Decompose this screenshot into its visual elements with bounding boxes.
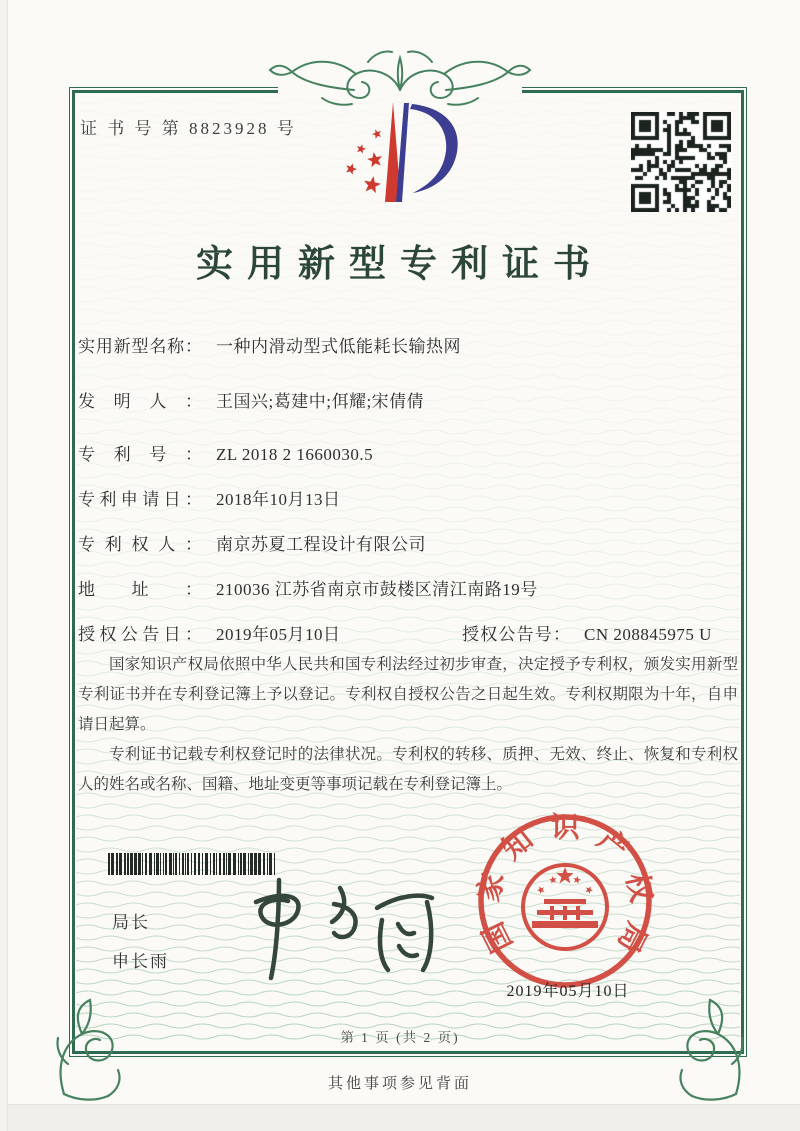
signer-block xyxy=(112,908,169,986)
field-value: 2018年10月13日 xyxy=(216,490,341,509)
field-value: 南京苏夏工程设计有限公司 xyxy=(216,535,426,554)
field-label: 发明人： xyxy=(78,392,202,411)
seal-text: 国家知识产权局 xyxy=(472,812,658,958)
field-value: 一种内滑动型式低能耗长输热网 xyxy=(216,337,461,356)
legal-paragraph-2: 专利证书记载专利权登记时的法律状况。专利权的转移、质押、无效、终止、恢复和专利权人的姓名或名称、国籍、地址变更等事项记载在专利登记簿上。 xyxy=(78,746,738,793)
legal-paragraph-1: 国家知识产权局依照中华人民共和国专利法经过初步审查，决定授予专利权，颁发实用新型专利证书并在专利登记簿上予以登记。专利权自授权公告之日起生效。专利权期限为十年，自申请日起算。 xyxy=(78,656,738,733)
field-value: 210036 江苏省南京市鼓楼区清江南路19号 xyxy=(216,580,538,599)
field-row-filing-date xyxy=(78,485,341,510)
field-row-inventors xyxy=(78,387,424,412)
handwritten-signature-icon xyxy=(222,872,442,984)
svg-text:国家知识产权局 xyxy=(472,811,658,958)
field-label: 专利号： xyxy=(78,445,202,464)
field-value: ZL 2018 2 1660030.5 xyxy=(216,445,374,464)
certificate-title: 实用新型专利证书 xyxy=(196,244,604,285)
field-value: 王国兴;葛建中;佴耀;宋倩倩 xyxy=(216,392,425,411)
field-label: 授权公告号： xyxy=(462,625,570,644)
national-emblem xyxy=(523,865,607,949)
field-row-grant-date xyxy=(78,620,341,645)
legal-text xyxy=(78,650,738,800)
cnipa-logo-icon xyxy=(330,96,480,218)
official-seal-icon xyxy=(470,806,660,996)
field-row-patentee xyxy=(78,530,426,555)
certificate-number: 证 书 号 第 8823928 号 xyxy=(80,119,297,138)
field-row-address xyxy=(78,575,538,600)
seal-date: 2019年05月10日 xyxy=(506,983,630,1000)
field-row-grant-number xyxy=(462,620,712,645)
field-label: 地址： xyxy=(78,580,202,599)
signer-title: 局长 xyxy=(112,913,150,932)
field-label: 实用新型名称： xyxy=(78,337,202,356)
field-row-utility-model-name xyxy=(78,332,461,357)
field-value: CN 208845975 U xyxy=(584,625,712,644)
signer-name: 申长雨 xyxy=(112,952,169,971)
field-value: 2019年05月10日 xyxy=(216,625,341,644)
back-note: 其他事项参见背面 xyxy=(327,1076,472,1092)
qr-code-icon xyxy=(631,112,731,212)
field-label: 专利申请日： xyxy=(78,490,202,509)
page-number: 第 1 页 (共 2 页) xyxy=(340,1030,460,1045)
field-row-patent-number xyxy=(78,440,373,465)
field-label: 授权公告日： xyxy=(78,625,202,644)
field-label: 专利权人： xyxy=(78,535,202,554)
